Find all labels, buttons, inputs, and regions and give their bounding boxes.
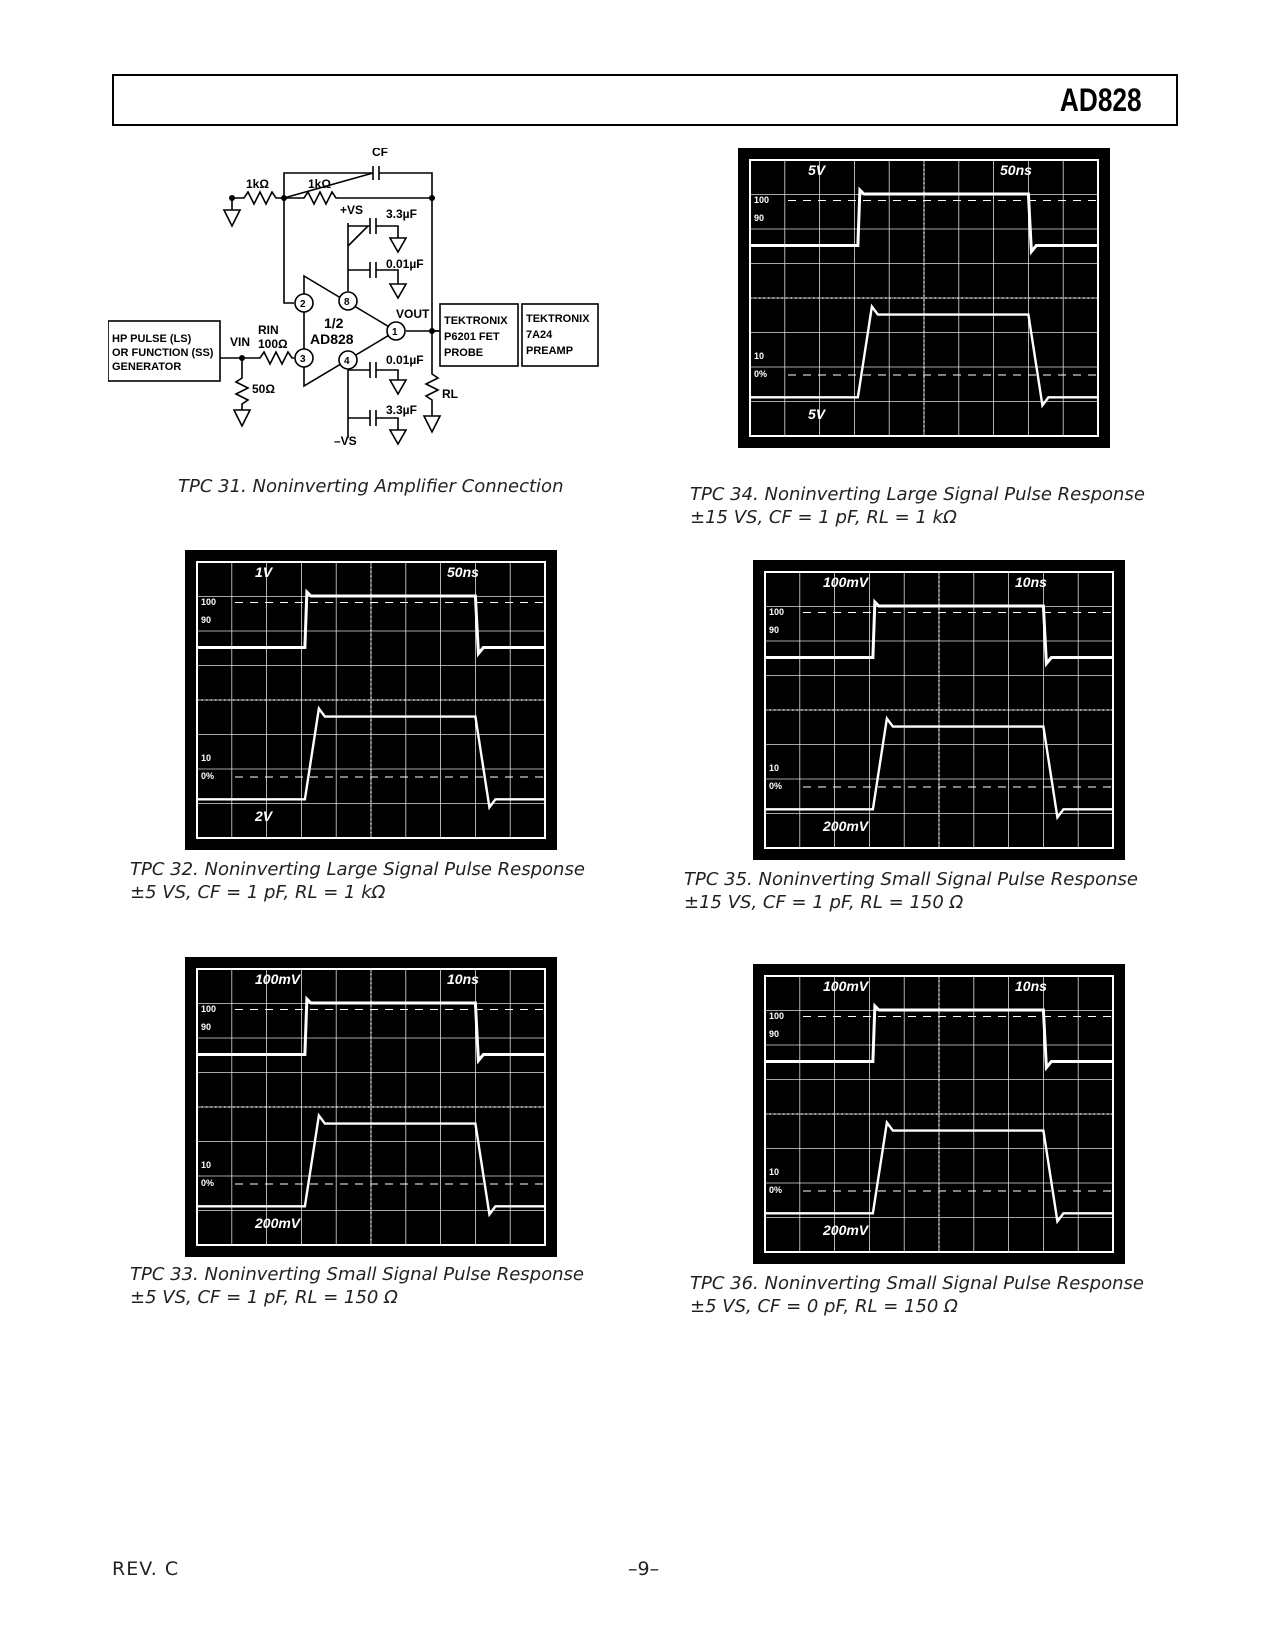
- scope-top-right-label: 10ns: [447, 971, 479, 987]
- pin1-label: 1: [392, 327, 398, 338]
- scope-screen: [753, 964, 1125, 1264]
- tick-0-label: 0%: [769, 1185, 783, 1195]
- vin-label: VIN: [230, 335, 251, 349]
- r1-label: 1kΩ: [246, 177, 269, 191]
- tick-100-label: 100: [754, 194, 770, 205]
- tick-90-label: 90: [201, 614, 212, 625]
- scope-bottom-left-label: 5V: [808, 406, 826, 422]
- amp-line2: AD828: [310, 331, 354, 347]
- tick-10-label: 10: [201, 1160, 212, 1170]
- amplifier-schematic: [108, 148, 628, 468]
- cap1-label: 3.3µF: [386, 207, 417, 221]
- scope-bottom-left-label: 200mV: [823, 1222, 869, 1238]
- scope-bottom-left-label: 200mV: [823, 818, 869, 834]
- scope-top-right-label: 10ns: [1015, 978, 1047, 994]
- tick-0-label: 0%: [201, 1178, 215, 1188]
- tick-100-label: 100: [201, 1003, 217, 1014]
- rin-value-label: 100Ω: [258, 337, 288, 351]
- scope-top-left-label: 100mV: [823, 978, 869, 994]
- r2-label: 1kΩ: [308, 177, 331, 191]
- r50-label: 50Ω: [252, 382, 275, 396]
- caption-tpc35-line1: TPC 35. Noninverting Small Signal Pulse Response: [684, 869, 1138, 890]
- tick-90-label: 90: [769, 624, 780, 635]
- caption-tpc35-line2: ±15 VS, CF = 1 pF, RL = 150 Ω: [684, 892, 964, 913]
- revision-label: REV. C: [112, 1558, 180, 1580]
- preamp-line1: TEKTRONIX: [526, 313, 590, 325]
- rl-label: RL: [442, 387, 458, 401]
- scope-bottom-left-label: 2V: [255, 808, 273, 824]
- caption-tpc33-line2: ±5 VS, CF = 1 pF, RL = 150 Ω: [130, 1287, 398, 1308]
- generator-line2: OR FUNCTION (SS): [112, 347, 214, 359]
- caption-tpc31: [178, 475, 563, 498]
- vs-neg-label: –VS: [334, 434, 357, 448]
- scope-screen: [738, 148, 1110, 448]
- scope-top-right-label: 50ns: [447, 564, 479, 580]
- tick-0-label: 0%: [769, 781, 783, 791]
- vout-label: VOUT: [396, 307, 430, 321]
- tick-90-label: 90: [201, 1021, 212, 1032]
- scope-screen: [753, 560, 1125, 860]
- caption-tpc36-line2: ±5 VS, CF = 0 pF, RL = 150 Ω: [690, 1296, 958, 1317]
- amp-line1: 1/2: [324, 315, 344, 331]
- scope-top-left-label: 1V: [255, 564, 273, 580]
- scope-tpc35: [753, 560, 1125, 860]
- vs-pos-label: +VS: [340, 203, 364, 217]
- caption-tpc32: [130, 858, 585, 904]
- generator-line1: HP PULSE (LS): [112, 333, 192, 345]
- scope-tpc36: [753, 964, 1125, 1264]
- tick-100-label: 100: [769, 1010, 785, 1021]
- scope-bottom-left-label: 200mV: [255, 1215, 301, 1231]
- tick-10-label: 10: [201, 753, 212, 763]
- cap3-label: 0.01µF: [386, 353, 424, 367]
- probe-line2: P6201 FET: [444, 331, 500, 343]
- generator-line3: GENERATOR: [112, 361, 182, 373]
- tick-10-label: 10: [754, 351, 765, 361]
- caption-tpc36-line1: TPC 36. Noninverting Small Signal Pulse Response: [690, 1273, 1144, 1294]
- tick-0-label: 0%: [201, 771, 215, 781]
- caption-tpc34-line2: ±15 VS, CF = 1 pF, RL = 1 kΩ: [690, 507, 957, 528]
- scope-top-left-label: 100mV: [255, 971, 301, 987]
- scope-top-left-label: 5V: [808, 162, 826, 178]
- scope-top-left-label: 100mV: [823, 574, 869, 590]
- scope-tpc32: [185, 550, 557, 850]
- preamp-line2: 7A24: [526, 329, 553, 341]
- caption-tpc32-line2: ±5 VS, CF = 1 pF, RL = 1 kΩ: [130, 882, 386, 903]
- scope-screen: [185, 550, 557, 850]
- scope-top-right-label: 50ns: [1000, 162, 1032, 178]
- pin2-label: 2: [300, 299, 306, 310]
- cf-label: CF: [372, 148, 388, 159]
- cap2-label: 0.01µF: [386, 257, 424, 271]
- scope-tpc34: [738, 148, 1110, 448]
- caption-tpc34: [690, 483, 1145, 529]
- tick-10-label: 10: [769, 763, 780, 773]
- preamp-line3: PREAMP: [526, 345, 574, 357]
- caption-tpc33: [130, 1263, 584, 1309]
- rin-label: RIN: [258, 323, 279, 337]
- part-number: AD828: [1060, 82, 1142, 118]
- page-number: –9–: [628, 1558, 660, 1580]
- tick-90-label: 90: [754, 212, 765, 223]
- caption-tpc35: [684, 868, 1138, 914]
- pin3-label: 3: [300, 354, 306, 365]
- tick-100-label: 100: [201, 596, 217, 607]
- caption-tpc33-line1: TPC 33. Noninverting Small Signal Pulse Response: [130, 1264, 584, 1285]
- caption-tpc32-line1: TPC 32. Noninverting Large Signal Pulse Response: [130, 859, 585, 880]
- caption-tpc31-line1: TPC 31. Noninverting Amplifier Connection: [178, 476, 564, 497]
- scope-top-right-label: 10ns: [1015, 574, 1047, 590]
- scope-tpc33: [185, 957, 557, 1257]
- tick-10-label: 10: [769, 1167, 780, 1177]
- probe-line1: TEKTRONIX: [444, 315, 508, 327]
- cap4-label: 3.3µF: [386, 403, 417, 417]
- tick-100-label: 100: [769, 606, 785, 617]
- tick-0-label: 0%: [754, 369, 768, 379]
- probe-line3: PROBE: [444, 347, 484, 359]
- caption-tpc34-line1: TPC 34. Noninverting Large Signal Pulse Response: [690, 484, 1145, 505]
- caption-tpc36: [690, 1272, 1144, 1318]
- header-box: [112, 74, 1178, 126]
- pin8-label: 8: [344, 297, 350, 308]
- scope-screen: [185, 957, 557, 1257]
- tick-90-label: 90: [769, 1028, 780, 1039]
- pin4-label: 4: [344, 356, 350, 367]
